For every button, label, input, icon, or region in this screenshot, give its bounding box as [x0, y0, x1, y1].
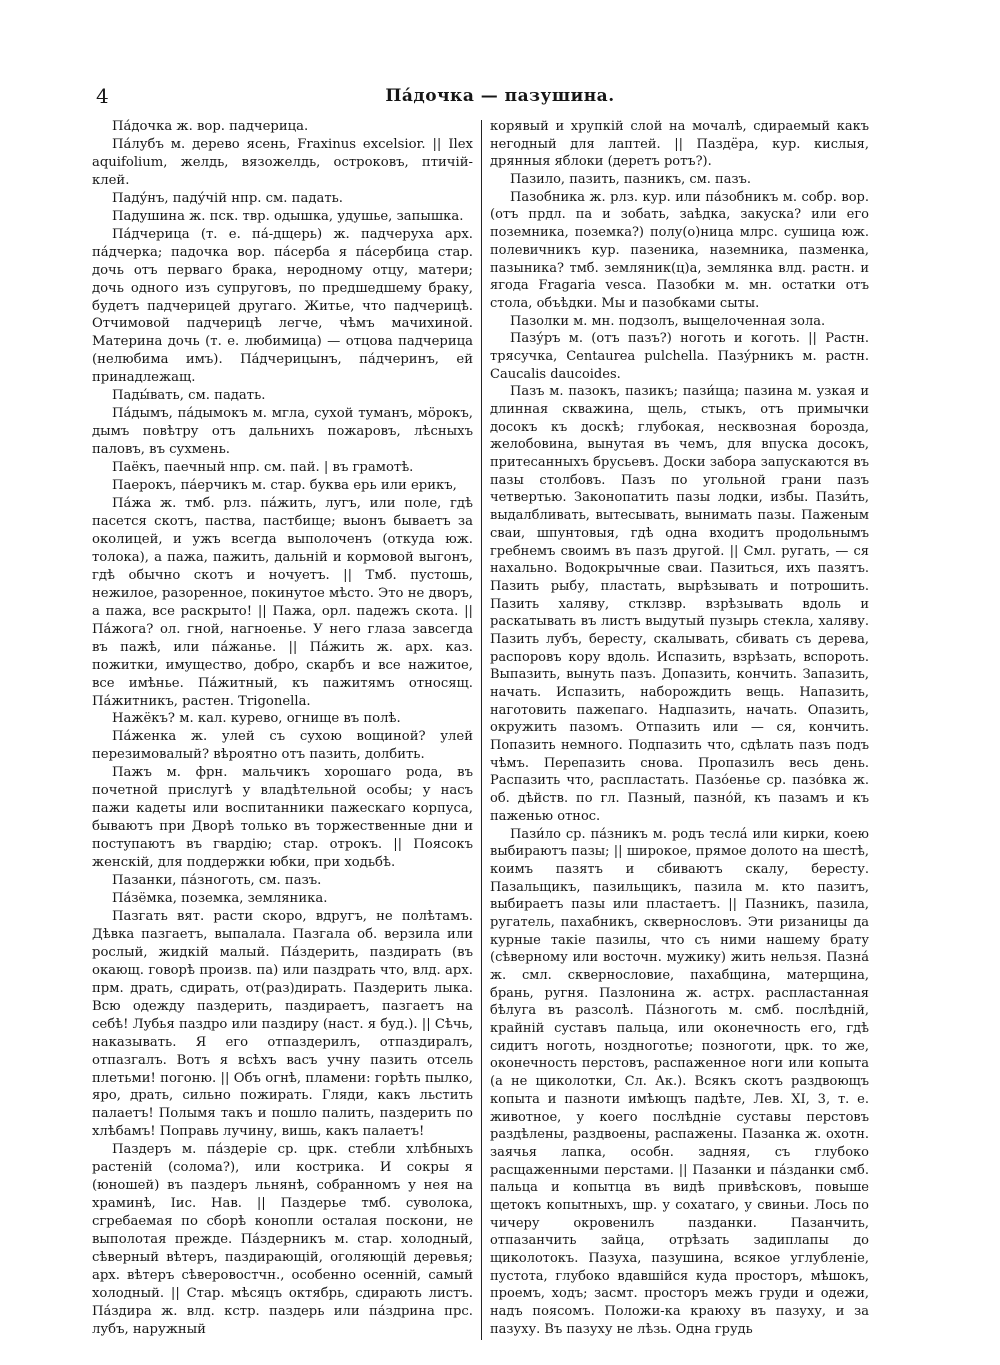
entry: Па́дымъ, па́дымокъ м. мгла, сухой туманъ, мӧрокъ, дымъ повѣтру отъ дальнихъ пожаровъ, лѣсныхъ паловъ, въ сухмень.: [92, 406, 473, 458]
entry: Пазолки м. мн. подзолъ, выщелоченная зола.: [510, 313, 826, 329]
entry: Пазобника ж. рлз. кур. или па́зобникъ м. собр. вор. (отъ прдл. па и зобать, заѣдка, закуска? или его поземника, поземка?) полу(о)ница млрс. сушица юж. полевичникъ кур. пазеника, наземника, пазменка, пазыника? тмб. земляник(ц)а, землянка влд. растн. и ягода Fragaria vesca. Пазобки м. мн. остатки отъ стола, объѣдки. Мы и пазобками сыты.: [490, 189, 869, 311]
entry: Пазу́ръ м. (отъ пазъ?) ноготь и коготь. || Растн. трясучка, Centaurea pulchella. Пазу́рникъ м. растн. Caucalis daucoides.: [490, 331, 869, 382]
entry: Паду́нъ, паду́чiй нпр. см. падать.: [112, 190, 343, 206]
entry: Па́жа ж. тмб. рлз. па́жить, лугъ, или поле, гдѣ пасется скотъ, паства, пастбище; выонъ бываетъ за околицей, и ужъ всегда выполоченъ (откуда юж. толока), а пажа, пажить, дальнiй и кормовой выгонъ, гдѣ обычно скотъ и ночуетъ. || Тмб. пустошь, нежилое, разоренное, покинутое мѣсто. Это не дворъ, а пажа, все раскрыто! || Пажа, орл. падежъ скота. || Па́жога? ол. гной, нагноенье. У него глаза завсегда въ пажѣ, или па́жанье. || Па́жить ж. арх. каз. пожитки, имущество, добро, скарбъ и все нажитое, все имѣнье. Па́житный, къ пажитямъ относящ. Па́житникъ, растен. Trigonella.: [92, 496, 473, 709]
entry: Пады́вать, см. падать.: [112, 388, 266, 404]
entry: Па́женка ж. улей съ сухою вощиной? улей перезимовалый? вѣроятно отъ пазить, долбить.: [92, 729, 473, 763]
entry: Пазъ м. пазокъ, пазикъ; пази́ща; пазина м. узкая и длинная скважина, щель, стыкъ, отъ примычки досокъ къ доскѣ; глубокая, несквозная борозда, желобовина, вынутая въ чемъ, для впуска досокъ, притесанныхъ брусьевъ. Доски забора запускаются въ пазы столбовъ. Пазъ по угольной грани пазъ четвертью. Законопатить пазы лодки, избы. Пази́ть, выдалбливать, вытесывать, вынимать пазы. Паженым сваи, шпунтовыя, гдѣ одна входитъ продольнымъ гребнемъ своимъ въ пазъ другой. || Смл. ругать, — ся нахально. Водокрычные сваи. Пазиться, ихъ пазятъ. Пазить рыбу, пластать, вырѣзывать и потрошить. Пазить халяву, стклзвр. взрѣзывать вдоль и раскатывать въ листъ выдутый пузырь стекла, халяву. Пазить лубъ, бересту, скалывать, сбивать съ дерева, распоровъ кору вдоль. Испазить, взрѣзать, вспороть. Выпазить, вынуть пазъ. Допазить, кончить. Запазить, начать. Испазить, наборождить вещь. Напазить, наготовить пажепаго. Надпазить, начать. Опазить, окружить пазомъ. Отпазить или — ся, кончить. Попазить немного. Подпазить что, сдѣлать пазъ подъ чѣмъ. Перепазить снова. Пропазилъ весь день. Распазить что, распластать. Пазо́енье ср. пазо́вка ж. об. дѣйств. по гл. Пазный, пазно́й, къ пазамъ и къ паженью относ.: [490, 384, 869, 824]
left-column: [92, 118, 473, 1339]
entry: Па́дчерица (т. е. па́-дщерь) ж. падчеруха арх. па́дчерка; падочка вор. па́серба я па́сербица стар. дочь отъ перваго брака, неродному отцу, матери; дочь одного изъ супруговъ, по предшедшему браку, будетъ падчерицей другаго. Житье, что падчерицѣ. Отчимовой падчерицѣ легче, чѣмъ мачихиной. Материна дочь (т. е. любимица) — отцова падчерица (нелюбима имъ). Па́дчерицынъ, па́дчеринъ, ей принадлежащ.: [92, 226, 473, 386]
entry: Па́дочка ж. вор. падчерица.: [112, 119, 309, 134]
entry: Нажёкъ? м. кал. курево, огнище въ полѣ.: [112, 711, 401, 727]
entry: Пази́ло ср. па́зникъ м. родъ теслá или кирки, коею выбираютъ пазы; || широкое, прямое долото на шестѣ, коимъ пазятъ и сбиваютъ скалу, бересту. Пазальщикъ, пазильщикъ, пазила м. кто пазитъ, выбираетъ пазы или пластаетъ. || Пазникъ, пазила, ругатель, пахабникъ, сквернословъ. Эти ризаницы да курные такiе пазилы, что съ ними нашему брату (сѣверному или восточн. мужику) жить нельзя. Пазна́ ж. смл. сквернословие, пахабщина, матерщина, брань, ругня. Пазлонина ж. астрх. распластанная бѣлуга въ разсолѣ. Па́зноготь м. смб. послѣднiй, крайнiй суставъ пальца, или оконечность его, гдѣ сидитъ ноготь, ноздноготье; позноготи, црк. то же, оконечность перстовъ, распаженное ноги или копыта (а не щиколотки, Сл. Ак.). Всякъ скотъ раздвоющъ копыта и пазноти имѣющъ падѣте, Лев. XI, 3, т. е. животное, у коего послѣднiе суставы перстовъ раздѣлены, раздвоены, распажены. Пазанка ж. охотн. заячья лапка, особн. задняя, съ глубоко расщаженными перстами. || Пазанки и па́зданки смб. пальца и копытца въ видѣ привѣсковъ, повыше щетокъ копытныхъ, шр. у сохатаго, у свиньи. Лось по чичеру окровенилъ пазданки. Пазанчить, отпазанчить зайца, отрѣзать задиплапы до щиколотокъ. Пазуха, пазушина, всякое углубленiе, пустота, глубоко вдавшiйся куда просторъ, мѣшокъ, проемъ, ходъ; засмт. просторъ межъ груди и одежи, надъ поясомъ. Положи-ка краюху въ пазуху, и за пазуху. Въ пазуху не лѣзь. Одна грудь: [490, 826, 869, 1337]
entry-continuation: корявый и хрупкiй слой на мочалѣ, сдираемый какъ негодный для лаптей. || Паздёра, кур. кислыя, дрянныя яблоки (деретъ ротъ?).: [490, 119, 869, 170]
entry: Падушина ж. пск. твр. одышка, удушье, запышка.: [112, 208, 464, 224]
entry: Пазанки, па́зноготь, см. пазъ.: [112, 873, 322, 889]
entry: Пазило, пазить, пазникъ, см. пазъ.: [510, 172, 751, 188]
running-head: Па́дочка — пазушина.: [385, 86, 615, 106]
right-column: [490, 118, 869, 1338]
entry: Пажъ м. фрн. мальчикъ хорошаго рода, въ почетной прислугѣ у владѣтельной особы; у насъ пажи кадеты или воспитанники пажескаго корпуса, бываютъ при Дворѣ только въ торжественные дни и поступаютъ въ гвардiю; стар. отрокъ. || Поясокъ женскiй, для поддержки юбки, при ходьбѣ.: [92, 765, 473, 871]
entry: Паздеръ м. па́здерiе ср. црк. стебли хлѣбныхъ растенiй (солома?), или кострика. И сокры я (юношей) въ паздеръ льнянѣ, собранномъ у нея на храминѣ, Iис. Нав. || Паздерье тмб. суволока, сгребаемая по сборѣ конопли осталая поскони, не выполотая прежде. Па́здерникъ м. стар. холодный, сѣверный вѣтеръ, паздирающiй, оголяющiй деревья; арх. вѣтеръ сѣверовостчн., особенно осеннiй, самый холодный. || Стар. мѣсяцъ октябрь, сдирають листъ. Па́здира ж. влд. кстр. паздерь или па́здрина прс. лубъ, наружный: [92, 1142, 473, 1337]
column-divider: [481, 120, 482, 1340]
entry: Па́зёмка, поземка, земляника.: [112, 890, 328, 906]
entry: Паерокъ, па́ерчикъ м. стар. буква ерь или ерикъ,: [112, 478, 457, 494]
entry: Паёкъ, паечный нпр. см. пай. | въ грамотѣ.: [112, 460, 414, 476]
entry: Пазгать вят. расти скоро, вдругъ, не полѣтамъ. Дѣвка пазгаетъ, выпалала. Пазгала об. верзила или рослый, жидкiй малый. Па́здерить, паздирать (въ окающ. говорѣ произв. па) или паздрать что, влд. арх. прм. драть, сдирать, от(раз)дирать. Паздерить лыка. Всю одежду паздерить, паздираетъ, пазгаетъ на себѣ! Лубья паздро или паздиру (наст. я буд.). || Сѣчь, наказывать. Я его отпаздерилъ, отпаздиралъ, отпазгалъ. Вотъ я всѣхъ васъ учну пазить отсель плетьми! погоню. || Объ огнѣ, пламени: горѣть пылко, яро, драть, сильно пожирать. Гляди, какъ льстить палаетъ! Полымя такъ и пошло палить, паздерить по хлѣбамъ! Поправь лучину, вишь, какъ палаетъ!: [92, 908, 473, 1140]
page-number: 4: [96, 84, 109, 108]
entry: Па́лубъ м. дерево ясень, Fraxinus excelsior. || Ilex aquifolium, желдь, вязожелдь, остроковъ, птичiй-клей.: [92, 136, 473, 188]
